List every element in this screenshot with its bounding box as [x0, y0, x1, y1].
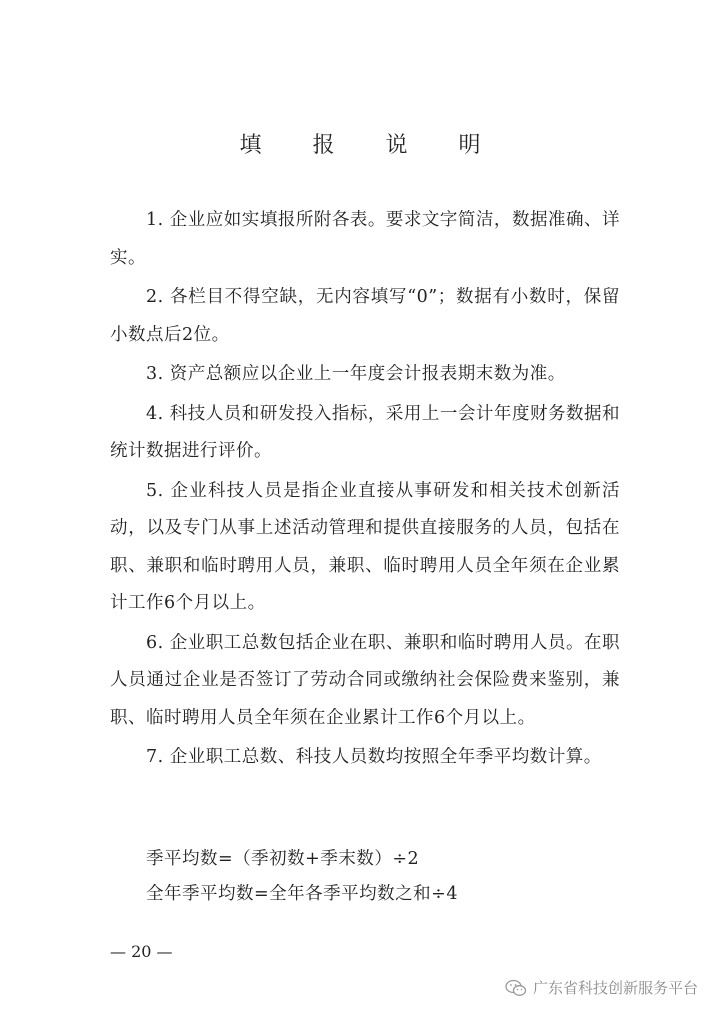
instruction-item-3: 3. 资产总额应以企业上一年度会计报表期末数为准。: [146, 364, 566, 384]
instruction-item-4: 4. 科技人员和研发投入指标，采用上一会计年度财务数据和统计数据进行评价。: [110, 403, 620, 461]
instruction-item-7: 7. 企业职工总数、科技人员数均按照全年季平均数计算。: [146, 747, 602, 767]
page-title: 填 报 说 明: [239, 133, 503, 158]
wechat-watermark: [505, 977, 698, 998]
formula-annual-quarter-average: 全年季平均数=全年各季平均数之和÷4: [146, 884, 458, 904]
formula-quarter-average: 季平均数=（季初数+季末数）÷2: [146, 849, 420, 869]
wechat-icon: [505, 979, 527, 997]
instruction-item-2: 2. 各栏目不得空缺，无内容填写“0”；数据有小数时，保留小数点后2位。: [110, 287, 620, 345]
page-number: — 20 —: [110, 942, 173, 961]
instruction-item-5: 5. 企业科技人员是指企业直接从事研发和相关技术创新活动，以及专门从事上述活动管理和提供直接服务的人员，包括在职、兼职和临时聘用人员，兼职、临时聘用人员全年须在企业累计工作6个月以上。: [110, 480, 620, 613]
watermark-text: 广东省科技创新服务平台: [532, 979, 698, 997]
instruction-item-1: 1. 企业应如实填报所附各表。要求文字简洁，数据准确、详实。: [110, 210, 620, 268]
instruction-item-6: 6. 企业职工总数包括企业在职、兼职和临时聘用人员。在职人员通过企业是否签订了劳动合同或缴纳社会保险费来鉴别，兼职、临时聘用人员全年须在企业累计工作6个月以上。: [110, 632, 620, 728]
instructions-body: [110, 202, 620, 777]
